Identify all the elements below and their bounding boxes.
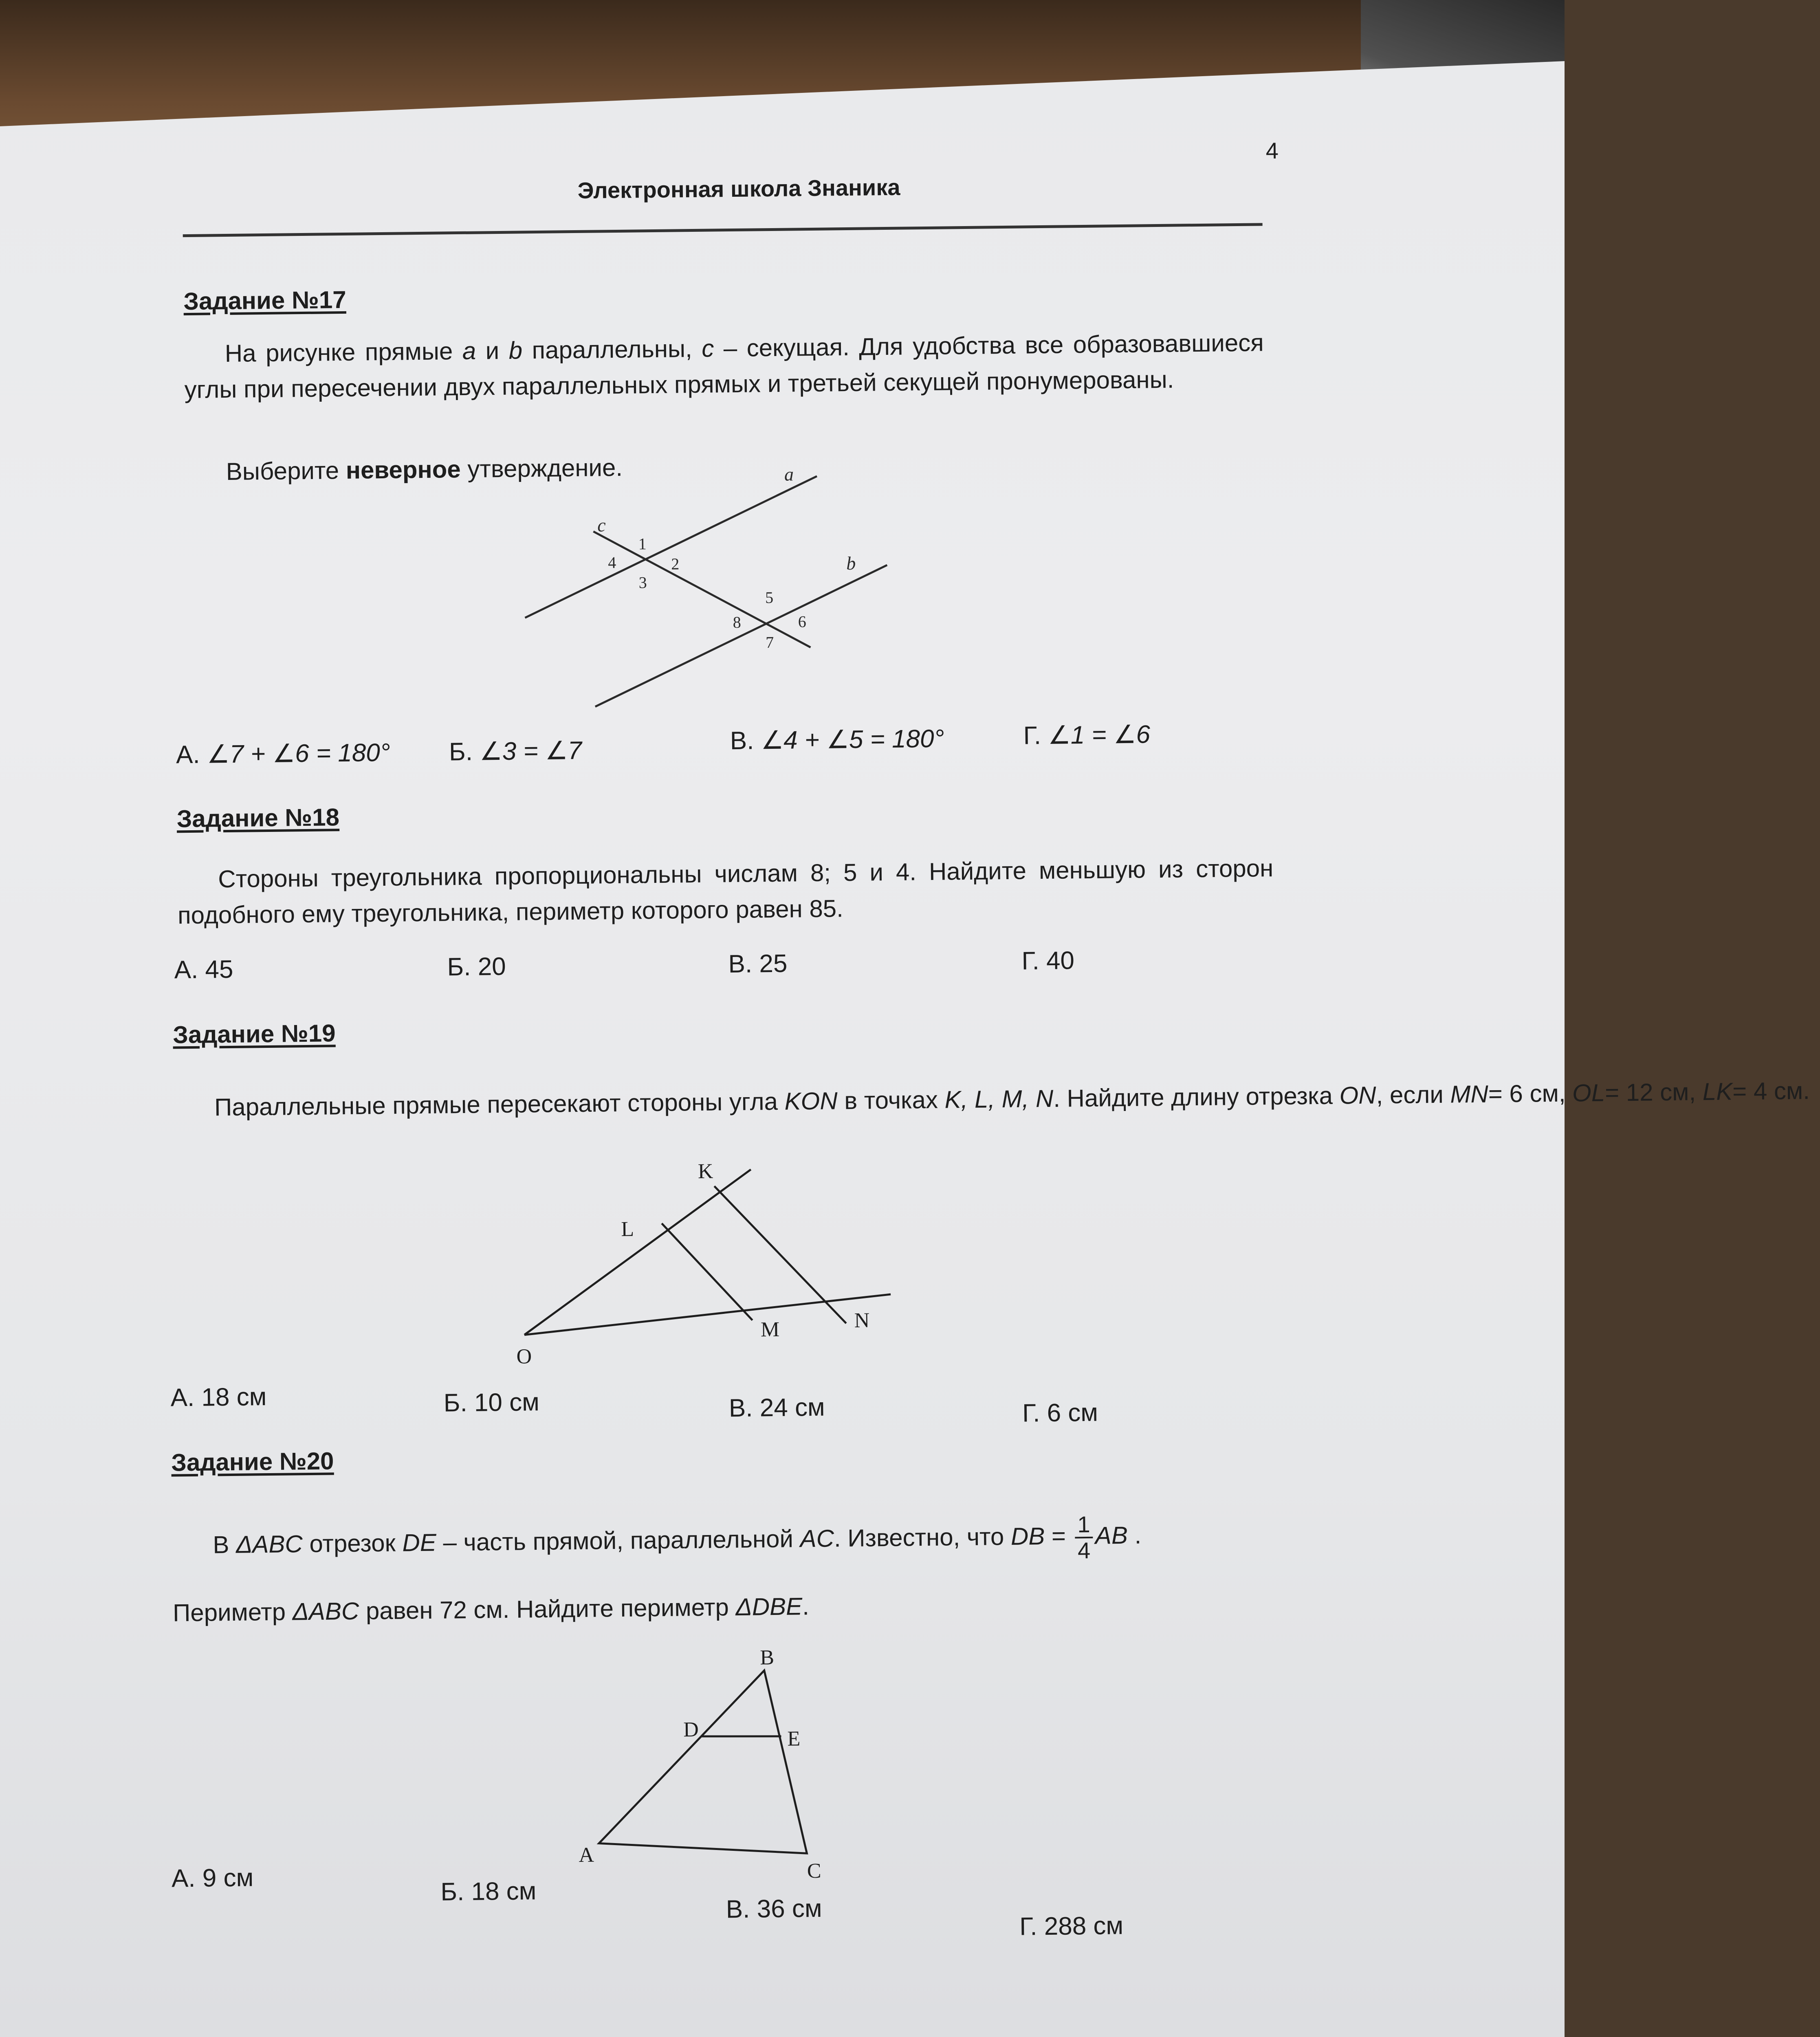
task17-text: На рисунке прямые a и b параллельны, c – секущая. Для удобства все образовавшиеся углы при пересечении двух параллельных прямых и третьей секущей пронумерованы. (184, 329, 1264, 404)
angle-2: 2 (671, 554, 680, 573)
task18-answer-b[interactable]: Б. 20 (447, 952, 506, 981)
task20-figure (560, 1637, 889, 1892)
task17-prompt: Выберите неверное утверждение. (226, 453, 623, 486)
task17-title: Задание №17 (183, 286, 346, 315)
task17-answer-d[interactable]: Г. ∠1 = ∠6 (1023, 720, 1151, 750)
segment-de (702, 1736, 781, 1737)
task20-line1: В ΔABC отрезок DE – часть прямой, параллельной AC. Известно, что DB = $\frac{1}{4}$ AB . (213, 1511, 1142, 1564)
angle-5: 5 (765, 588, 774, 607)
point-b: B (760, 1646, 775, 1670)
point-n: N (854, 1309, 870, 1332)
fraction-one-quarter: $\frac{1}{4}$ (1075, 1512, 1093, 1563)
point-a: A (579, 1843, 594, 1867)
task19-title: Задание №19 (172, 1019, 336, 1049)
angle-6: 6 (798, 612, 806, 631)
angle-7: 7 (766, 633, 774, 652)
label-b: b (846, 552, 856, 574)
header-divider (183, 223, 1263, 237)
segment-lm (662, 1223, 753, 1321)
task18-text: Стороны треугольника пропорциональны числам 8; 5 и 4. Найдите меньшую из сторон подобного ему треугольника, периметр которого равен 85. (177, 854, 1274, 929)
segment-kn (714, 1185, 846, 1324)
page-number: 4 (1265, 137, 1279, 164)
task19-answer-d[interactable]: Г. 6 см (1022, 1398, 1098, 1428)
angle-1: 1 (638, 535, 647, 553)
ray-on (524, 1294, 891, 1335)
task19-figure (498, 1156, 908, 1372)
task18-answer-a[interactable]: А. 45 (174, 955, 233, 984)
task20-title: Задание №20 (171, 1447, 334, 1476)
task19-text: Параллельные прямые пересекают стороны угла KON в точках K, L, M, N. Найдите длину отрезка ON, если MN= 6 см, OL= 12 см, LK= 4 см. (214, 1077, 1810, 1121)
point-m: M (760, 1318, 780, 1342)
point-k: K (698, 1159, 713, 1183)
point-l: L (621, 1217, 634, 1241)
task20-answer-c[interactable]: В. 36 см (726, 1894, 822, 1924)
task20-answer-b[interactable]: Б. 18 см (440, 1877, 537, 1906)
task20-answer-d[interactable]: Г. 288 см (1019, 1912, 1124, 1941)
label-c: c (597, 515, 606, 536)
task17-answer-a[interactable]: А. ∠7 + ∠6 = 180° (176, 738, 390, 769)
task17-figure (503, 463, 921, 720)
angle-4: 4 (607, 553, 616, 572)
task20-answer-a[interactable]: А. 9 см (171, 1863, 254, 1893)
task20-line2: Периметр ΔABC равен 72 см. Найдите периметр ΔDBE. (172, 1593, 810, 1627)
task17-answer-b[interactable]: Б. ∠3 = ∠7 (449, 736, 582, 766)
angle-8: 8 (733, 613, 741, 632)
task18-answer-c[interactable]: В. 25 (728, 949, 788, 979)
task18-answer-d[interactable]: Г. 40 (1021, 946, 1075, 975)
point-e: E (787, 1727, 801, 1751)
ray-ok (523, 1170, 753, 1335)
point-c: C (807, 1859, 821, 1883)
task19-answer-c[interactable]: В. 24 см (728, 1393, 825, 1423)
school-name: Электронная школа Знаника (577, 174, 900, 203)
line-c (593, 529, 810, 650)
task19-answer-b[interactable]: Б. 10 см (443, 1388, 540, 1417)
point-o: O (516, 1345, 532, 1368)
triangle-abc (597, 1670, 807, 1855)
task17-answer-c[interactable]: В. ∠4 + ∠5 = 180° (730, 724, 944, 755)
task18-title: Задание №18 (176, 803, 340, 833)
line-b (594, 565, 889, 707)
angle-3: 3 (638, 573, 647, 592)
label-a: a (784, 464, 794, 485)
line-a (524, 476, 819, 618)
task19-answer-a[interactable]: А. 18 см (170, 1383, 267, 1412)
point-d: D (683, 1718, 699, 1742)
